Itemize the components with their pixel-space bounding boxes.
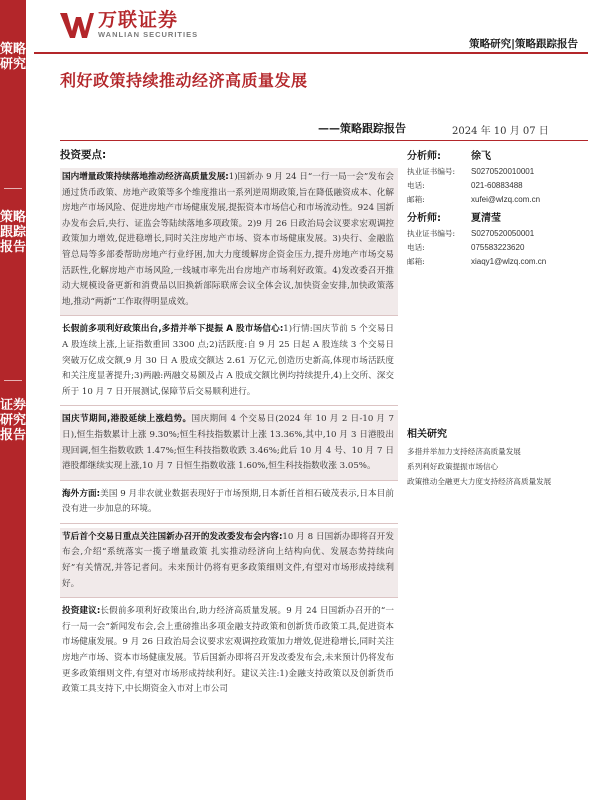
analyst-card xyxy=(407,209,587,269)
key-point-lead: 长假前多项利好政策出台,多措并举下提振 A 股市场信心: xyxy=(62,324,284,335)
key-point-paragraph xyxy=(60,528,398,597)
paragraph-divider xyxy=(60,315,398,316)
report-title: 利好政策持续推动经济高质量发展 xyxy=(60,71,308,90)
key-point-paragraph xyxy=(60,602,398,703)
paragraph-divider xyxy=(60,405,398,406)
related-item[interactable]: 政策推动全融更大力度支持经济高质量发展 xyxy=(407,477,552,486)
side-divider xyxy=(4,188,22,189)
cert-label: 执业证书编号: xyxy=(407,167,456,176)
key-point-body: 1)行情:国庆节前 5 个交易日 A 股连续上涨,上证指数重回 3300 点;2)活跃度:自 9 月 25 日起 A 股连续 3 个交易日突破万亿成交额,9 月 30 日 A 股成交额达 2.61 万亿元,创造历史新高,体现市场活跃度和关注度显著提升;3)两融:两融交易额及占 A 股成交额比例均持续提升,4)上交所、深交所于 10 月 7 日开展测试,保障节后交易顺利进行。 xyxy=(62,324,394,397)
analyst-card xyxy=(407,147,587,207)
key-point-lead: 海外方面: xyxy=(62,488,101,499)
analyst-name: 夏清莹 xyxy=(471,213,501,224)
phone-number: 021-60883488 xyxy=(471,181,523,190)
report-category: 策略研究|策略跟踪报告 xyxy=(469,38,578,50)
analyst-name: 徐飞 xyxy=(471,151,491,162)
phone-label: 电话: xyxy=(407,181,425,190)
brand-logo xyxy=(60,10,198,39)
email-label: 邮箱: xyxy=(407,257,425,266)
sidebar xyxy=(407,147,587,489)
related-item[interactable]: 系列利好政策提振市场信心 xyxy=(407,462,499,471)
main-heading: 投资要点: xyxy=(60,149,107,161)
brand-name-en: WANLIAN SECURITIES xyxy=(98,30,199,39)
related-item[interactable]: 多措并举加力支持经济高质量发展 xyxy=(407,447,521,456)
brand-name-cn: 万联证券 xyxy=(98,9,179,31)
key-point-body: 长假前多项利好政策出台,助力经济高质量发展。9 月 24 日国新办召开的“一行一局一会”新闻发布会,会上重磅推出多项金融支持政策和创新货币政策工具,促进资本市场健康发展。9 月 26 日政治局会议要求宏观调控政策加力增效,促进稳增长,同时关注房地产市场、资本市场健康发展。节后国新办即将召开发改委发布会,未来预计仍将发布更多政策细则文件,有望对市场形成持续利好。建议关注:1)金融支持政策以及创新货币政策工具支持下,中长期资金入市对上市公司 xyxy=(62,606,394,695)
email-link[interactable]: xufei@wlzq.com.cn xyxy=(471,195,541,204)
key-point-lead: 国内增量政策持续落地推动经济高质量发展: xyxy=(62,172,229,182)
key-points xyxy=(60,168,398,703)
wanlian-logo-icon xyxy=(60,11,94,39)
related-heading: 相关研究 xyxy=(407,429,447,440)
cert-label: 执业证书编号: xyxy=(407,229,456,238)
cert-number: S0270520050001 xyxy=(471,229,535,238)
analyst-label: 分析师: xyxy=(407,213,441,224)
key-point-paragraph xyxy=(60,410,398,479)
key-point-body: 国庆期间 4 个交易日(2024 年 10 月 2 日-10 月 7 日),恒生指数累计上涨 9.30%;恒生科技指数累计上涨 13.36%,其中,10 月 3 日港股出现回调,恒生指数收跌 1.47%;恒生科技指数收跌 3.46%;此后 10 月 4 号、10 月 7 日港股都继续实现上涨,10 月 7 日恒生指数收涨 1.60%,恒生科技指数收涨 3.05%。 xyxy=(62,414,394,472)
key-point-body: 10 月 8 日国新办即将召开发布会,介绍“系统落实一揽子增量政策 扎实推动经济向上结构向优、发展态势持续向好”有关情况,并答记者问。未来预计仍将有更多政策细则文件,有望对市场形成持续利好。 xyxy=(62,531,394,589)
phone-label: 电话: xyxy=(407,243,425,252)
side-label-top: 策略研究 xyxy=(0,42,27,72)
key-point-lead: 节后首个交易日重点关注国新办召开的发改委发布会内容: xyxy=(62,531,283,542)
key-point-body: 美国 9 月非农就业数据表现好于市场预期,日本新任首相石破茂表示,日本目前没有进一步加息的环境。 xyxy=(62,488,394,515)
main-column xyxy=(60,147,398,703)
side-divider xyxy=(4,380,22,381)
key-point-body: 1)国新办 9 月 24 日“一行一局一会”发布会通过货币政策、房地产政策等多个维度推出一系列逆周期政策,旨在降低融资成本、化解房地产市场风险、促进房地产市场健康发展,提振资本市场信心和市场流动性。924 国新办发布会后,央行、证监会等陆续落地多项政策。2)9 月 26 日政治局会议要求宏观调控政策加力增效,促进稳增长,同时关注房地产市场、资本市场健康发展。3)央行、金融监管总局等多部委帮助房地产行业纾困,加大力度缓解房企资金压力,提升房地产市场交易活跃性,化解房地产市场风险,一线城市率先出台房地产市场利好政策。4)发改委召开推动大规模设备更新和消费品以旧换新部际联席会议全体会议,加快资金安排,加快政策落地,推动“两新”工作取得明显成效。 xyxy=(62,172,394,307)
side-label-bottom: 证券研究报告 xyxy=(0,398,27,443)
side-label-middle: 策略跟踪报告 xyxy=(0,210,27,255)
sidebar-spacer xyxy=(407,271,587,425)
key-point-lead: 投资建议: xyxy=(62,606,101,617)
date-rule xyxy=(60,140,588,141)
key-point-lead: 国庆节期间,港股延续上涨趋势。 xyxy=(62,414,192,425)
header-rule xyxy=(34,52,588,54)
phone-number: 075583223620 xyxy=(471,243,525,252)
analyst-label: 分析师: xyxy=(407,151,441,162)
email-label: 邮箱: xyxy=(407,195,425,204)
paragraph-divider xyxy=(60,597,398,598)
paragraph-divider xyxy=(60,480,398,481)
key-point-paragraph xyxy=(60,168,398,315)
report-date: 2024 年 10 月 07 日 xyxy=(452,126,549,137)
email-link[interactable]: xiaqy1@wlzq.com.cn xyxy=(471,257,547,266)
key-point-paragraph xyxy=(60,485,398,523)
cert-number: S0270520010001 xyxy=(471,167,535,176)
key-point-paragraph xyxy=(60,320,398,405)
paragraph-divider xyxy=(60,523,398,524)
report-subtitle: ——策略跟踪报告 xyxy=(318,122,406,135)
